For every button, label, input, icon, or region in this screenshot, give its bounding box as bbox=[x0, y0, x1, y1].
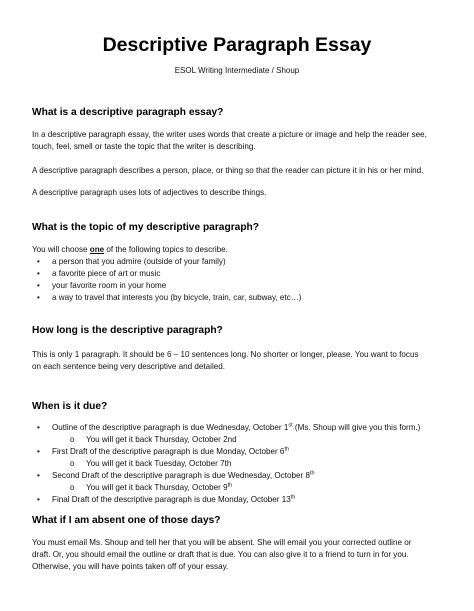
sub-bullet-icon: o bbox=[70, 459, 75, 468]
topic-item-text: your favorite room in your home bbox=[52, 281, 167, 290]
outline-return-text: You will get it back Thursday, October 2nd bbox=[86, 435, 237, 444]
outline-due-note: (Ms. Shoup will give you this form.) bbox=[292, 423, 421, 432]
describes-paragraph: A descriptive paragraph describes a person, place, or thing so that the reader can picture it in his or her mind. bbox=[32, 166, 424, 175]
bullet-icon: • bbox=[37, 257, 40, 266]
topic-item-text: a person that you admire (outside of your family) bbox=[52, 257, 226, 266]
topic-item-text: a favorite piece of art or music bbox=[52, 269, 161, 278]
absent-line-1: You must email Ms. Shoup and tell her that you will be absent. She will email you your corrected outline or bbox=[32, 538, 412, 547]
list-item bbox=[32, 482, 462, 494]
bullet-icon: • bbox=[37, 281, 40, 290]
length-line-1: This is only 1 paragraph. It should be 6 – 10 sentences long. No shorter or longer, please. You want to focus bbox=[32, 350, 419, 359]
page-title: Descriptive Paragraph Essay bbox=[102, 34, 372, 56]
second-draft-due-text: Second Draft of the descriptive paragraph is due Wednesday, October 8 bbox=[52, 471, 310, 480]
outline-due-text: Outline of the descriptive paragraph is due Wednesday, October 1 bbox=[52, 423, 289, 432]
due-dates-list bbox=[32, 422, 462, 506]
bullet-icon: • bbox=[37, 495, 40, 504]
absent-line-3: Otherwise, you will have points taken off of your essay. bbox=[32, 562, 229, 571]
definition-line-1: In a descriptive paragraph essay, the writer uses words that create a picture or image and help the reader see, bbox=[32, 130, 427, 139]
section-heading-length: How long is the descriptive paragraph? bbox=[32, 325, 223, 336]
list-item bbox=[32, 470, 462, 482]
list-item bbox=[32, 446, 462, 458]
bullet-icon: • bbox=[37, 269, 40, 278]
topic-intro-emphasis: one bbox=[89, 245, 105, 254]
outline-due-suffix: st bbox=[288, 422, 293, 429]
second-draft-due-suffix: th bbox=[309, 470, 315, 477]
first-draft-return-text: You will get it back Tuesday, October 7th bbox=[86, 459, 232, 468]
topic-intro-after: of the following topics to describe. bbox=[104, 245, 228, 254]
section-heading-absent: What if I am absent one of those days? bbox=[32, 515, 221, 526]
section-heading-due: When is it due? bbox=[32, 401, 108, 412]
bullet-icon: • bbox=[37, 423, 40, 432]
absent-paragraph bbox=[32, 537, 452, 573]
final-draft-due-suffix: th bbox=[290, 494, 296, 501]
topic-item-text: a way to travel that interests you (by bicycle, train, car, subway, etc…) bbox=[52, 293, 302, 302]
definition-paragraph bbox=[32, 129, 452, 153]
bullet-icon: • bbox=[37, 447, 40, 456]
absent-line-2: draft. Or, you should email the outline or draft that is due. You can also give it to a friend to turn in for you. bbox=[32, 550, 409, 559]
sub-bullet-icon: o bbox=[70, 435, 75, 444]
sub-bullet-icon: o bbox=[70, 483, 75, 492]
first-draft-due-suffix: th bbox=[284, 446, 290, 453]
section-heading-what-is: What is a descriptive paragraph essay? bbox=[32, 107, 224, 118]
second-draft-return-suffix: th bbox=[227, 482, 233, 489]
second-draft-return-text: You will get it back Thursday, October 9 bbox=[86, 483, 228, 492]
list-item bbox=[32, 434, 462, 446]
list-item bbox=[32, 268, 452, 280]
final-draft-due-text: Final Draft of the descriptive paragraph is due Monday, October 13 bbox=[52, 495, 291, 504]
length-paragraph bbox=[32, 349, 452, 373]
first-draft-due-text: First Draft of the descriptive paragraph is due Monday, October 6 bbox=[52, 447, 285, 456]
bullet-icon: • bbox=[37, 293, 40, 302]
topic-intro bbox=[32, 244, 452, 256]
list-item bbox=[32, 494, 462, 506]
list-item bbox=[32, 280, 452, 292]
adjectives-paragraph: A descriptive paragraph uses lots of adjectives to describe things. bbox=[32, 188, 267, 197]
list-item bbox=[32, 422, 462, 434]
bullet-icon: • bbox=[37, 471, 40, 480]
list-item bbox=[32, 292, 452, 304]
list-item bbox=[32, 458, 462, 470]
list-item bbox=[32, 256, 452, 268]
page-subtitle: ESOL Writing Intermediate / Shoup bbox=[174, 66, 300, 75]
length-line-2: on each sentence being very descriptive and detailed. bbox=[32, 362, 226, 371]
topic-list bbox=[32, 256, 452, 304]
section-heading-topic: What is the topic of my descriptive paragraph? bbox=[32, 222, 259, 233]
topic-intro-before: You will choose bbox=[32, 245, 90, 254]
definition-line-2: touch, feel, smell or taste the topic that the writer is describing. bbox=[32, 142, 256, 151]
